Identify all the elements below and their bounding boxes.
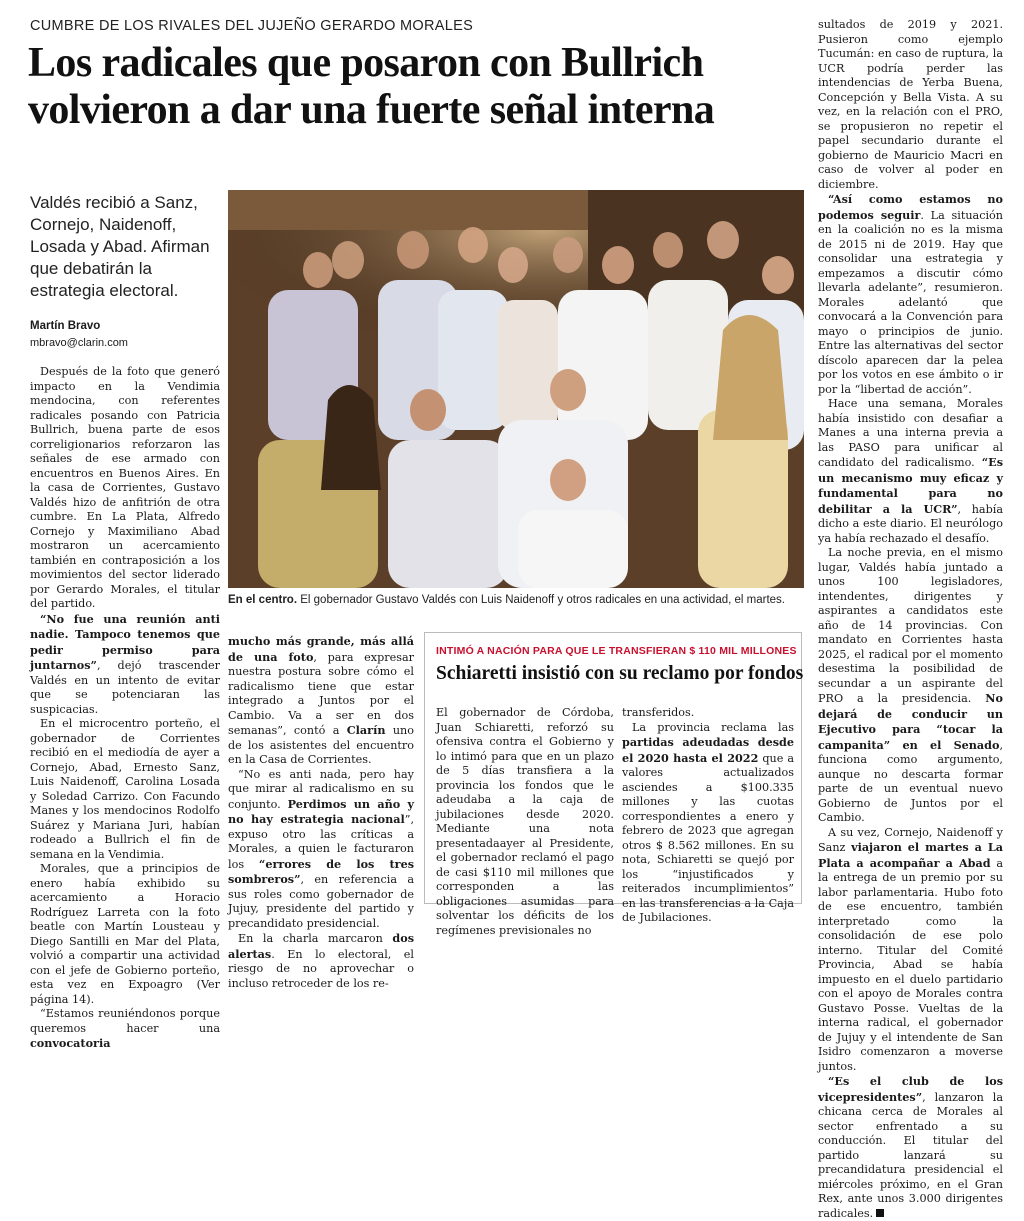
box-title: Schiaretti insistió con su reclamo por fondos [436,663,804,684]
paragraph [622,721,794,926]
paragraph [818,546,1003,826]
caption-bold: En el centro. [228,594,298,606]
author-name: Martín Bravo [30,320,101,332]
paragraph-text: , para expresar nuestra postura sobre cómo el radicalismo tiene que estar integrado a Juntos por el Cambio. Va a ser en dos semanas”, contó a [228,650,414,737]
paragraph [818,397,1003,546]
paragraph-text: Hace una semana, Morales había insistido con desafiar a Manes a una interna previa a las PASO para unificar al candidato del radicalismo. [818,397,1003,469]
end-mark-icon [876,1209,884,1217]
paragraph [228,768,414,932]
headline-line-1: Los radicales que posaron con Bullrich [28,40,704,86]
caption-text: El gobernador Gustavo Valdés con Luis Naidenoff y otros radicales en una actividad, el martes. [297,594,785,606]
paragraph: El gobernador de Córdoba, Juan Schiaretti, reforzó su ofensiva contra el Gobierno y lo intimó para que en un plazo de 5 días transfiera a la provincia los fondos que le adeudaba a la caja de jubilaciones desde 2020. Mediante una nota presentadaayer al Presidente, el gobernador reclamó el pago de casi $110 mil millones que corresponden a las obligaciones asumidas para solventar los déficits de los regímenes previsionales no [436,706,614,937]
article-column-1 [30,365,220,1050]
paragraph-text: En la charla marcaron [238,932,393,945]
photo-caption [228,594,808,606]
kicker: CUMBRE DE LOS RIVALES DEL JUJEÑO GERARDO MORALES [30,18,474,34]
paragraph: En el microcentro porteño, el gobernador de Corrientes recibió en el mediodía de ayer a Cornejo, Abad, Ernesto Sanz, Luis Naidenoff, Carolina Losada y Soledad Carrizo. Con Facundo Manes y los mendocinos Rodolfo Suárez y Mariana Juri, habían rodeado a Bullrich el fin de semana en la Vendimia. [30,717,220,861]
clarin-name: Clarín [346,723,386,737]
box-kicker: INTIMÓ A NACIÓN PARA QUE LE TRANSFIERAN $ 110 MIL MILLONES [436,645,797,657]
paragraph-text: La provincia reclama las [632,720,794,734]
bold-text: viajaron el martes a La Plata a acompañar a Abad [818,840,1003,870]
paragraph: Después de la foto que generó impacto en la Vendimia mendocina, con referentes radicales posando con Patricia Bullrich, buena parte de esos correligionarios reforzaron las señales de ese armado con encuentros en Buenos Aires. En la casa de Corrientes, Gustavo Valdés hizo de anfitrión de otra cumbre. En La Plata, Alfredo Cornejo y Maximiliano Abad mostraron un acercamiento también en contraposición a los movimientos del sector liderado por Gerardo Morales, el titular del partido. [30,365,220,610]
paragraph [818,192,1003,397]
paragraph-text: , había dicho a este diario. El neurólogo ya había rechazado el desafío. [818,502,1003,545]
group-photo [228,190,804,588]
paragraph [818,1074,1003,1221]
paragraph-text: “Estamos reuniéndonos porque queremos hacer una [30,1007,220,1035]
article-column-4 [818,18,1003,1220]
bold-text: No dejará de conducir un Ejecutivo para “tocar la campanita” en el Senado [818,691,1003,752]
paragraph-text: que a valores actualizados asciendes a $100.335 millones y las cuotas correspondientes a enero y febrero de 2023 que agregan otros $ 8.562 millones. En su nota, Schiaretti se quejó por los “injustificados y reiterados incumplimientos” en las transferencias a la Caja de Jubilaciones. [622,751,794,924]
paragraph-text: . En lo electoral, el riesgo de no aprovechar o incluso retroceder de los re- [228,947,414,990]
bold-text: dos alertas [228,931,414,961]
paragraph-text: , funciona como argumento, aunque no descarta formar parte de un eventual nuevo Gobierno de Juntos por el Cambio. [818,738,1003,824]
paragraph-text: , lanzaron la chicana cerca de Morales al sector enfrentado a su conducción. El titular del partido lanzará su precandidatura presidencial el miércoles próximo, en el Gran Rex, ante unos 3.000 dirigentes radicales. [818,1090,1003,1220]
paragraph [228,634,414,768]
bold-text: “Es un mecanismo muy eficaz y fundamental para no debilitar a la UCR” [818,455,1003,516]
deck: Valdés recibió a Sanz, Cornejo, Naidenoff, Losada y Abad. Afirman que debatirán la estrategia electoral. [30,193,210,300]
paragraph [228,931,414,991]
bold-text: convocatoria [30,1036,111,1050]
paragraph-text: uno de los asistentes del encuentro en la Casa de Corrientes. [228,724,414,766]
author-email[interactable]: mbravo@clarin.com [30,337,128,349]
paragraph-text: La noche previa, en el mismo lugar, Valdés había juntado a unos 100 legisladores, intendentes, dirigentes y aspirantes a candidatos este año de 14 provincias. Con mandato en Corrientes hasta 2025, el radical por el momento desestima la posibilidad de secundar a un aspirante del PRO a la presidencia. [818,546,1003,705]
headline [28,40,818,134]
paragraph-text: a la entrega de un premio por su labor parlamentaria. Hubo foto de ese encuentro, también interpretado como la consolidación de ese polo interno. Titular del Comité Provincia, Abad se había impuesto en el duelo partidario con el apoyo de Morales contra Gustavo Posse. Vueltas de la interna radical, el gobernador de Jujuy y el intendente de San Isidro comenzaron a moverse juntos. [818,856,1003,1073]
paragraph [30,612,220,718]
bold-text: “Es el club de los vicepresidentes” [818,1074,1003,1104]
box-column-1 [436,706,614,937]
paragraph-text: “No es anti nada, pero hay que mirar al radicalismo en su conjunto. [228,767,414,811]
box-column-2 [622,706,794,924]
article-column-2 [228,634,415,990]
bold-text: Perdimos un año y no hay estrategia nacional [228,796,415,826]
bold-text: “Así como estamos no podemos seguir [818,192,1003,222]
headline-line-2: volvieron a dar una fuerte señal interna [28,87,715,133]
paragraph-text: ”, expuso otro las críticas a Morales, a quien le facturaron los [228,813,414,871]
paragraph: sultados de 2019 y 2021. Pusieron como ejemplo Tucumán: en caso de ruptura, la UCR podría perder las intendencias de Yerba Buena, Concepción y Bella Vista. A su vez, en la relación con el PRO, se propusieron no repetir el papel secundario durante el gobierno de Mauricio Macri en caso de volver al poder en diciembre. [818,18,1003,191]
group-photo-illustration [228,190,804,588]
paragraph: Morales, que a principios de enero había exhibido su acercamiento a Horacio Rodríguez Larreta con la foto beatle con Martín Lousteau y Diego Santilli en Mar del Plata, volvió a compartir una actividad con el jefe de Gobierno porteño, esta vez en Expoagro (Ver página 14). [30,862,220,1006]
paragraph: transferidos. [622,706,695,719]
paragraph-text: , dejó trascender Valdés en un intento de evitar que se potenciaran las suspicacias. [30,659,220,716]
paragraph-text: A su vez, Cornejo, Naidenoff y Sanz [818,825,1003,854]
paragraph-text: . La situación en la coalición no es la misma de 2015 ni de 2019. Hay que consolidar una estrategia y empezamos a discutir cómo llevarla adelante”, resumieron. Morales adelantó que convocará a la Convención para mayo o principios de junio. Entre las alternativas del sector díscolo aparecen dar la pelea por los votos en ese ámbito o ir por la “libertad de acción”. [818,208,1003,396]
bold-text: “errores de los tres sombreros” [228,856,414,886]
quote-bold: “No fue una reunión anti nadie. Tampoco tenemos que pedir permiso para juntarnos” [30,611,220,672]
paragraph [30,1007,220,1052]
bold-text: partidas adeudadas desde el 2020 hasta el 2022 [622,735,794,765]
paragraph [818,826,1003,1075]
paragraph-text: , en referencia a sus roles como gobernador de Jujuy, presidente del partido y precandidato presidencial. [228,873,414,930]
bold-text: mucho más grande, más allá de una foto [228,634,414,664]
